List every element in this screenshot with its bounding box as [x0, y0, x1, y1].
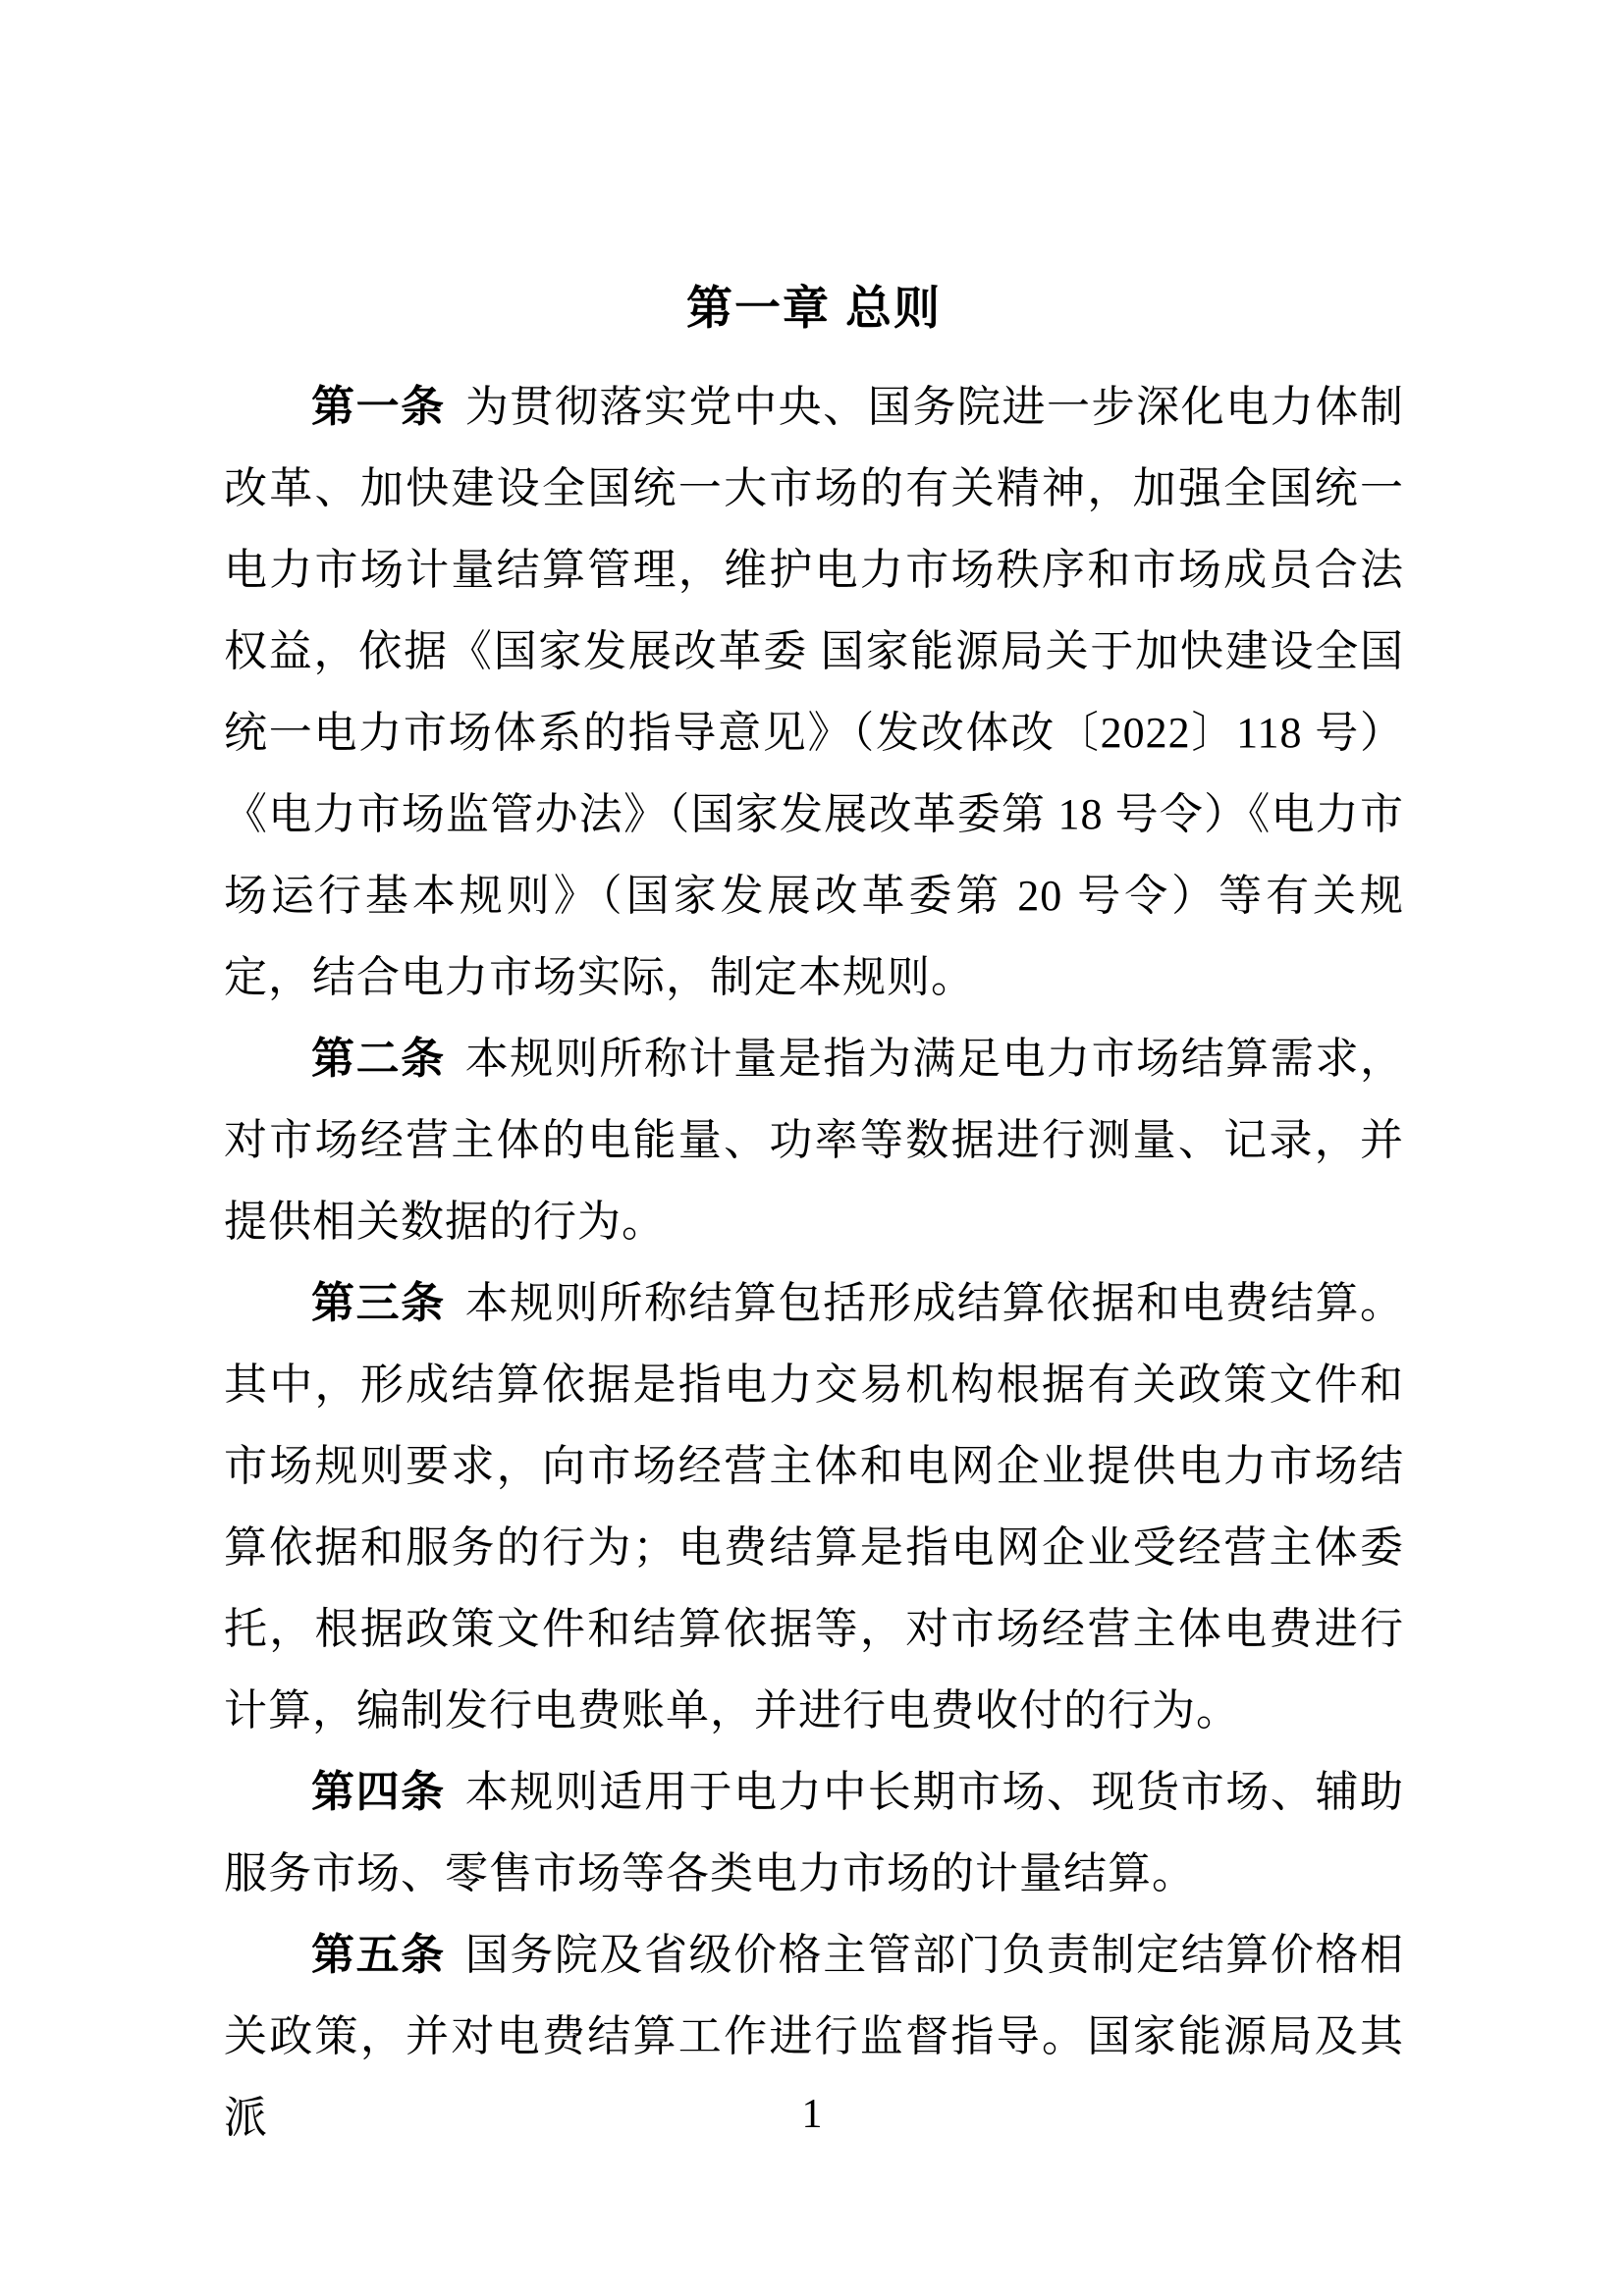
paragraph-article-2 [224, 1018, 1404, 1262]
article-number-3: 第三条 [311, 1279, 446, 1327]
article-number-1: 第一条 [311, 383, 446, 431]
article-number-5: 第五条 [311, 1931, 446, 1979]
article-text-1: 为贯彻落实党中央、国务院进一步深化电力体制改革、加快建设全国统一大市场的有关精神，加强全国统一电力市场计量结算管理，维护电力市场秩序和市场成员合法权益，依据《国家发展改革委 国家能源局关于加快建设全国统一电力市场体系的指导意见》（发改体改〔2022〕118 号）《电力市场监管办法》（国家发展改革委第 18 号令）《电力市场运行基本规则》（国家发展改革委第 20 号令）等有关规定，结合电力市场实际，制定本规则。 [224, 383, 1405, 1001]
paragraph-article-3 [224, 1262, 1404, 1751]
article-number-2: 第二条 [311, 1035, 446, 1083]
article-number-4: 第四条 [311, 1768, 446, 1816]
article-text-5: 国务院及省级价格主管部门负责制定结算价格相关政策，并对电费结算工作进行监督指导。国家能源局及其派 [224, 1931, 1405, 2142]
chapter-title: 第一章 总则 [685, 282, 943, 334]
paragraph-article-4 [224, 1751, 1404, 1914]
article-text-3: 本规则所称结算包括形成结算依据和电费结算。其中，形成结算依据是指电力交易机构根据有关政策文件和市场规则要求，向市场经营主体和电网企业提供电力市场结算依据和服务的行为；电费结算是指电网企业受经营主体委托，根据政策文件和结算依据等，对市场经营主体电费进行计算，编制发行电费账单，并进行电费收付的行为。 [224, 1279, 1405, 1735]
article-text-4: 本规则适用于电力中长期市场、现货市场、辅助服务市场、零售市场等各类电力市场的计量结算。 [224, 1768, 1405, 1897]
article-text-2: 本规则所称计量是指为满足电力市场结算需求，对市场经营主体的电能量、功率等数据进行测量、记录，并提供相关数据的行为。 [224, 1035, 1405, 1246]
page-number: 1 [801, 2092, 823, 2137]
paragraph-article-1 [224, 366, 1404, 1018]
